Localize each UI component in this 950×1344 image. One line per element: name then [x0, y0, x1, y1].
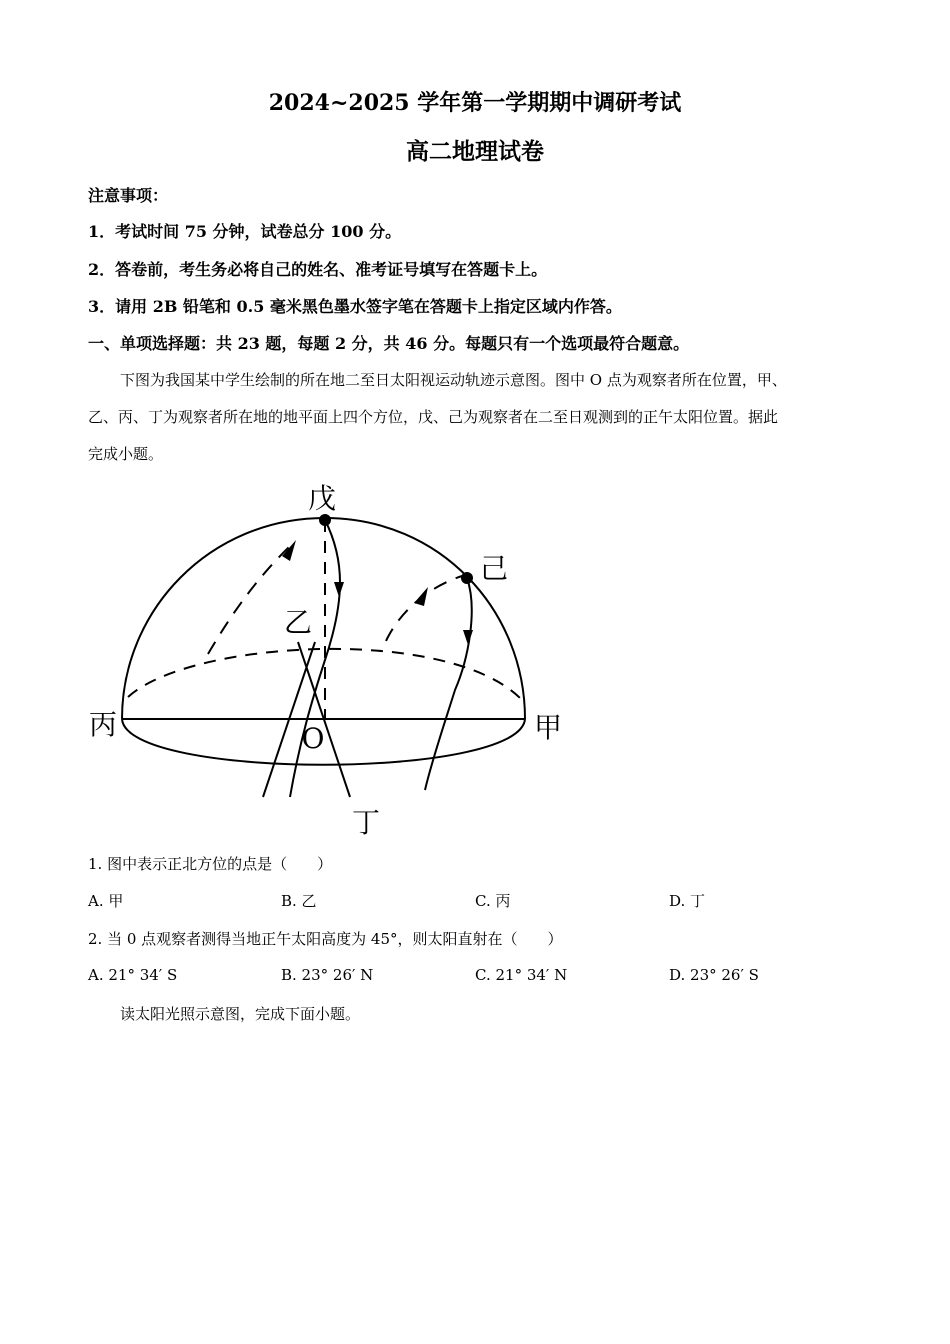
- exam-title: 2024~2025 学年第一学期期中调研考试: [268, 90, 682, 116]
- label-wu: 戊: [307, 482, 337, 515]
- label-o: O: [301, 722, 325, 755]
- option-c[interactable]: C. 丙: [475, 892, 511, 910]
- summer-sun-path: [290, 520, 340, 797]
- exam-subtitle: 高二地理试卷: [406, 138, 544, 165]
- option-c[interactable]: C. 21° 34′ N: [475, 966, 568, 984]
- note-item: 1．考试时间 75 分钟，试卷总分 100 分。: [88, 222, 402, 241]
- label-yi: 乙: [283, 606, 313, 639]
- winter-path-rising: [386, 576, 462, 641]
- intro-line: 乙、丙、丁为观察者所在地的地平面上四个方位，戊、己为观察者在二至日观测到的正午太阳位置。据此: [88, 408, 779, 426]
- arrow-up-right: [414, 587, 428, 606]
- sun-point-ji: [461, 572, 473, 584]
- question-stem: 1. 图中表示正北方位的点是（ ）: [88, 855, 333, 873]
- sun-point-wu: [319, 514, 331, 526]
- arrow-down-winter: [463, 630, 473, 645]
- note-item: 3．请用 2B 铅笔和 0.5 毫米黑色墨水签字笔在答题卡上指定区域内作答。: [88, 297, 622, 316]
- label-ji: 己: [479, 552, 509, 585]
- sun-path-diagram: [0, 470, 950, 850]
- option-a[interactable]: A. 21° 34′ S: [88, 966, 178, 984]
- notes-heading: 注意事项：: [88, 186, 169, 205]
- intro-line: 完成小题。: [88, 445, 164, 463]
- note-item: 2．答卷前，考生务必将自己的姓名、准考证号填写在答题卡上。: [88, 260, 548, 279]
- arrow-down-summer: [334, 582, 344, 597]
- option-b[interactable]: B. 23° 26′ N: [281, 966, 374, 984]
- option-d[interactable]: D. 23° 26′ S: [669, 966, 759, 984]
- label-jia: 甲: [533, 711, 563, 744]
- next-intro: 读太阳光照示意图，完成下面小题。: [120, 1005, 361, 1023]
- label-ding: 丁: [351, 806, 381, 839]
- option-a[interactable]: A. 甲: [88, 892, 124, 910]
- summer-path-rising: [208, 544, 292, 654]
- dome-outline: [122, 518, 525, 719]
- label-bing: 丙: [88, 708, 118, 741]
- section-heading: 一、单项选择题：共 23 题，每题 2 分，共 46 分。每题只有一个选项最符合题意。: [88, 334, 690, 353]
- option-b[interactable]: B. 乙: [281, 892, 317, 910]
- intro-line: 下图为我国某中学生绘制的所在地二至日太阳视运动轨迹示意图。图中 O 点为观察者所在位置，甲、: [120, 371, 787, 389]
- option-d[interactable]: D. 丁: [669, 892, 706, 910]
- question-stem: 2. 当 0 点观察者测得当地正午太阳高度为 45°，则太阳直射在（ ）: [88, 930, 563, 948]
